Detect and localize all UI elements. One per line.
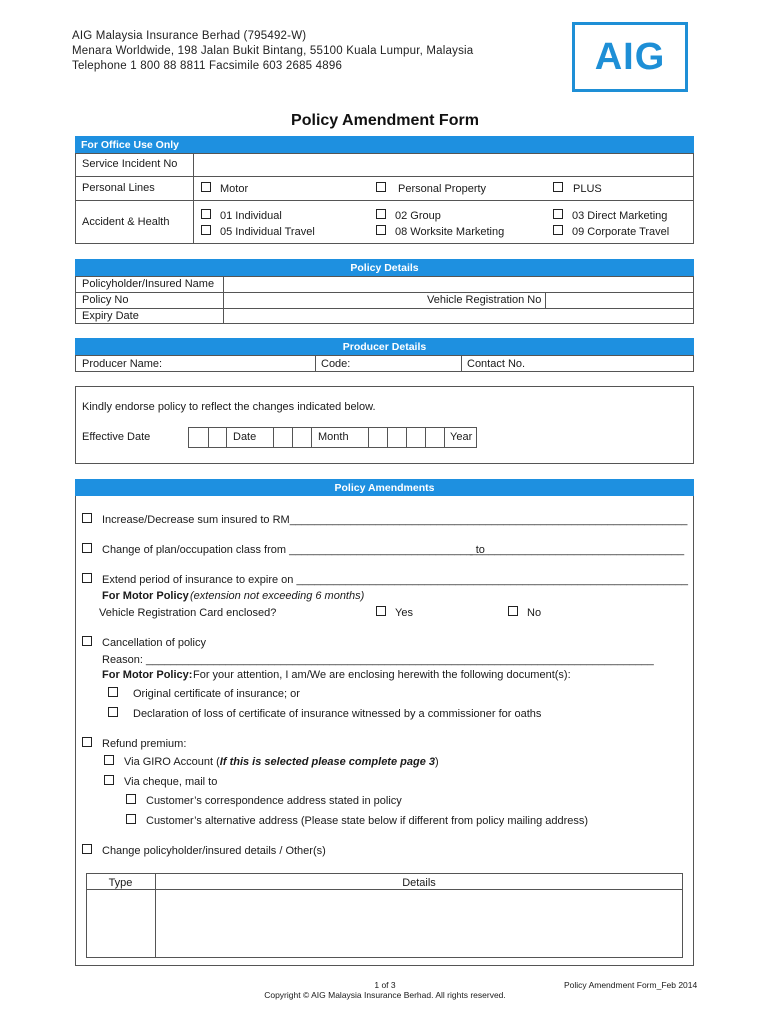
policy-no-label: Policy No [82,294,129,306]
copyright: Copyright © AIG Malaysia Insurance Berhad. All rights reserved. [264,990,506,1000]
giro-close: ) [435,756,439,768]
extend-period-checkbox[interactable] [82,573,92,583]
motor-attention-label: For Motor Policy: [102,669,193,681]
policy-details-bar: Policy Details [75,259,694,276]
corporate-travel-checkbox[interactable] [553,225,563,235]
cancellation-checkbox[interactable] [82,636,92,646]
plus-label: PLUS [573,183,602,195]
motor-policy-label: For Motor Policy [102,590,189,602]
no-label: No [527,607,542,619]
yes-checkbox[interactable] [376,606,386,616]
aig-logo [572,22,688,92]
personal-property-checkbox[interactable] [376,182,386,192]
details-column-header: Details [402,877,436,889]
type-column-header: Type [108,877,133,889]
group-checkbox[interactable] [376,209,386,219]
company-name: AIG Malaysia Insurance Berhad (795492-W) [72,30,307,42]
vehicle-card-question: Vehicle Registration Card enclosed? [99,607,277,619]
endorse-box [75,386,694,464]
motor-policy-note: (extension not exceeding 6 months) [190,590,365,602]
direct-marketing-checkbox[interactable] [553,209,563,219]
motor-attention-text: For your attention, I am/We are enclosing herewith the following document(s): [193,669,571,681]
change-details-checkbox[interactable] [82,844,92,854]
producer-details-table [75,355,694,372]
extend-period-label: Extend period of insurance to expire on ________________________________________________________________ [102,574,688,586]
declaration-loss-checkbox[interactable] [108,707,118,717]
form-reference: Policy Amendment Form_Feb 2014 [564,980,698,990]
month-label: Month [318,431,349,443]
refund-checkbox[interactable] [82,737,92,747]
giro-checkbox[interactable] [104,755,114,765]
giro-text: Via GIRO Account ( [124,756,220,768]
office-use-bar: For Office Use Only [75,136,694,153]
change-plan-checkbox[interactable] [82,543,92,553]
change-plan-label: Change of plan/occupation class from ______________________________ to [102,544,485,556]
date-label: Date [233,431,257,443]
cancellation-label: Cancellation of policy [102,637,206,649]
cheque-checkbox[interactable] [104,775,114,785]
accident-health-label: Accident & Health [82,216,170,228]
motor-checkbox[interactable] [201,182,211,192]
original-cert-checkbox[interactable] [108,687,118,697]
producer-details-bar: Producer Details [75,338,694,355]
personal-lines-label: Personal Lines [82,182,155,194]
individual-checkbox[interactable] [201,209,211,219]
direct-marketing-label: 03 Direct Marketing [572,210,668,222]
individual-label: 01 Individual [220,210,282,222]
producer-code-label: Code: [321,358,351,370]
change-plan-to-line: ___________________________________ [470,544,685,556]
endorse-instruction: Kindly endorse policy to reflect the changes indicated below. [82,401,376,413]
no-checkbox[interactable] [508,606,518,616]
vehicle-registration-label: Vehicle Registration No [427,294,542,306]
original-cert-label: Original certificate of insurance; or [133,688,300,700]
expiry-date-label: Expiry Date [82,310,139,322]
policy-amendments-bar: Policy Amendments [75,479,694,496]
motor-label: Motor [220,183,249,195]
sum-insured-label: Increase/Decrease sum insured to RM_________________________________________________________________ [102,514,688,526]
reason-line: Reason: ___________________________________________________________________________________ [102,654,654,666]
worksite-marketing-label: 08 Worksite Marketing [395,226,505,238]
correspondence-address-label: Customer’s correspondence address stated in policy [146,795,402,807]
policyholder-name-label: Policyholder/Insured Name [82,278,215,290]
company-contact: Telephone 1 800 88 8811 Facsimile 603 2685 4896 [72,60,343,72]
plus-checkbox[interactable] [553,182,563,192]
alternative-address-checkbox[interactable] [126,814,136,824]
alternative-address-label: Customer’s alternative address (Please state below if different from policy mailing address) [146,815,589,827]
worksite-marketing-checkbox[interactable] [376,225,386,235]
sum-insured-checkbox[interactable] [82,513,92,523]
logo-text: AIG [594,35,666,78]
yes-label: Yes [395,607,413,619]
service-incident-label: Service Incident No [82,158,178,170]
corporate-travel-label: 09 Corporate Travel [572,226,670,238]
change-details-label: Change policyholder/insured details / Other(s) [102,845,326,857]
personal-property-label: Personal Property [398,183,487,195]
cheque-label: Via cheque, mail to [124,776,218,788]
giro-note: If this is selected please complete page 3 [219,756,435,768]
declaration-loss-label: Declaration of loss of certificate of insurance witnessed by a commissioner for oaths [133,708,542,720]
year-label: Year [450,431,473,443]
page-number: 1 of 3 [374,980,396,990]
page-title: Policy Amendment Form [291,112,479,129]
giro-label [124,756,439,768]
correspondence-address-checkbox[interactable] [126,794,136,804]
producer-name-label: Producer Name: [82,358,163,370]
company-address: Menara Worldwide, 198 Jalan Bukit Bintang, 55100 Kuala Lumpur, Malaysia [72,45,474,57]
individual-travel-label: 05 Individual Travel [220,226,315,238]
individual-travel-checkbox[interactable] [201,225,211,235]
refund-label: Refund premium: [102,738,187,750]
group-label: 02 Group [395,210,441,222]
contact-no-label: Contact No. [467,358,526,370]
effective-date-label: Effective Date [82,431,151,443]
